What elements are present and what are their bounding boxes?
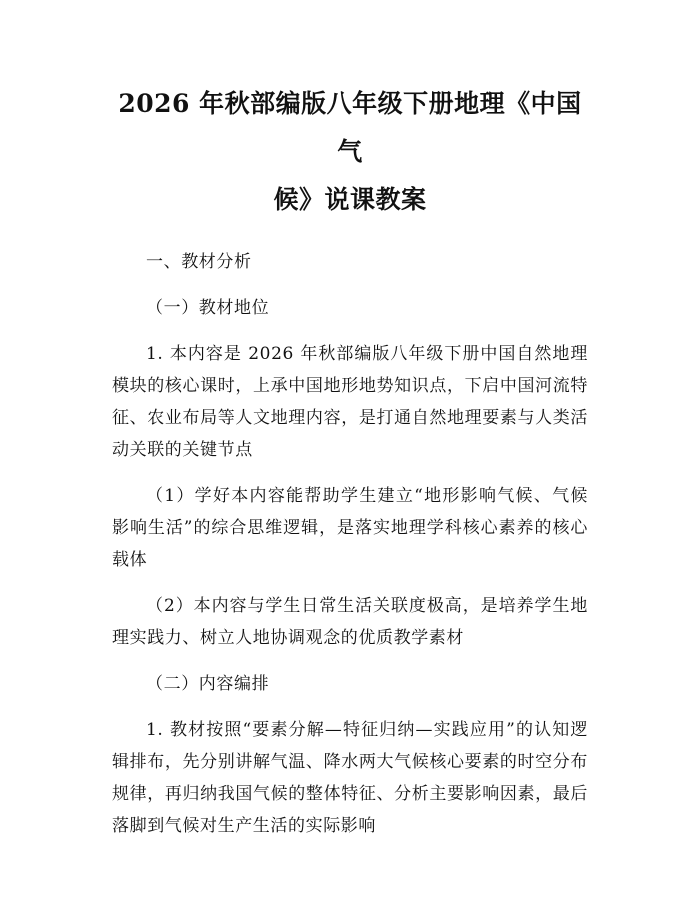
section-heading-textbook-analysis: 一、教材分析: [146, 252, 252, 272]
document-title: [112, 80, 588, 224]
subsection-heading-textbook-position: （一）教材地位: [146, 298, 270, 318]
paragraph-position-sub-2: （2）本内容与学生日常生活关联度极高，是培养学生地理实践力、树立人地协调观念的优质教学素材: [112, 596, 588, 648]
title-line-1: 2026 年秋部编版八年级下册地理《中国气: [118, 89, 582, 166]
paragraph-arrangement-point-1: 1. 教材按照“要素分解—特征归纳—实践应用”的认知逻辑排布，先分别讲解气温、降水两大气候核心要素的时空分布规律，再归纳我国气候的整体特征、分析主要影响因素，最后落脚到气候对生产生活的实际影响: [112, 720, 588, 836]
document-body: [112, 246, 588, 842]
title-line-2: 候》说课教案: [273, 185, 427, 214]
paragraph-position-sub-1: （1）学好本内容能帮助学生建立“地形影响气候、气候影响生活”的综合思维逻辑，是落实地理学科核心素养的核心载体: [112, 486, 588, 570]
paragraph-position-point-1: 1. 本内容是 2026 年秋部编版八年级下册中国自然地理模块的核心课时，上承中国地形地势知识点，下启中国河流特征、农业布局等人文地理内容，是打通自然地理要素与人类活动关联的关键节点: [112, 344, 588, 460]
subsection-heading-content-arrangement: （二）内容编排: [146, 674, 270, 694]
